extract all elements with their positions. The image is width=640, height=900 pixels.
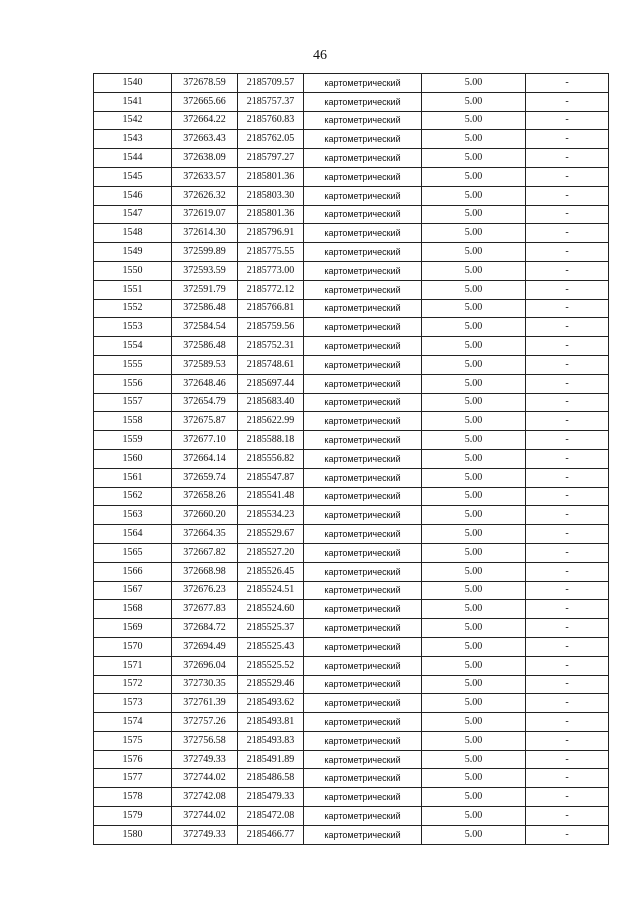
accuracy-cell: 5.00: [422, 506, 526, 525]
point-number-cell: 1566: [94, 562, 172, 581]
note-cell: -: [526, 205, 609, 224]
accuracy-cell: 5.00: [422, 694, 526, 713]
x-coordinate-cell: 372675.87: [172, 412, 238, 431]
point-number-cell: 1554: [94, 337, 172, 356]
method-cell: картометрический: [304, 149, 422, 168]
table-row: [94, 374, 609, 393]
method-cell: картометрический: [304, 431, 422, 450]
y-coordinate-cell: 2185801.36: [238, 167, 304, 186]
x-coordinate-cell: 372586.48: [172, 337, 238, 356]
note-cell: -: [526, 186, 609, 205]
accuracy-cell: 5.00: [422, 449, 526, 468]
note-cell: -: [526, 374, 609, 393]
table-row: [94, 581, 609, 600]
x-coordinate-cell: 372668.98: [172, 562, 238, 581]
note-cell: -: [526, 600, 609, 619]
method-cell: картометрический: [304, 355, 422, 374]
accuracy-cell: 5.00: [422, 186, 526, 205]
method-cell: картометрический: [304, 74, 422, 93]
table-row: [94, 525, 609, 544]
accuracy-cell: 5.00: [422, 205, 526, 224]
x-coordinate-cell: 372626.32: [172, 186, 238, 205]
method-cell: картометрический: [304, 694, 422, 713]
x-coordinate-cell: 372664.14: [172, 449, 238, 468]
point-number-cell: 1558: [94, 412, 172, 431]
x-coordinate-cell: 372667.82: [172, 543, 238, 562]
note-cell: -: [526, 562, 609, 581]
x-coordinate-cell: 372684.72: [172, 619, 238, 638]
method-cell: картометрический: [304, 130, 422, 149]
y-coordinate-cell: 2185588.18: [238, 431, 304, 450]
point-number-cell: 1563: [94, 506, 172, 525]
method-cell: картометрический: [304, 393, 422, 412]
y-coordinate-cell: 2185803.30: [238, 186, 304, 205]
table-row: [94, 731, 609, 750]
note-cell: -: [526, 449, 609, 468]
point-number-cell: 1547: [94, 205, 172, 224]
accuracy-cell: 5.00: [422, 525, 526, 544]
table-row: [94, 92, 609, 111]
method-cell: картометрический: [304, 318, 422, 337]
y-coordinate-cell: 2185759.56: [238, 318, 304, 337]
y-coordinate-cell: 2185796.91: [238, 224, 304, 243]
x-coordinate-cell: 372677.83: [172, 600, 238, 619]
y-coordinate-cell: 2185775.55: [238, 243, 304, 262]
table-row: [94, 675, 609, 694]
accuracy-cell: 5.00: [422, 261, 526, 280]
method-cell: картометрический: [304, 562, 422, 581]
point-number-cell: 1573: [94, 694, 172, 713]
accuracy-cell: 5.00: [422, 713, 526, 732]
x-coordinate-cell: 372678.59: [172, 74, 238, 93]
x-coordinate-cell: 372659.74: [172, 468, 238, 487]
note-cell: -: [526, 637, 609, 656]
x-coordinate-cell: 372757.26: [172, 713, 238, 732]
table-row: [94, 750, 609, 769]
point-number-cell: 1543: [94, 130, 172, 149]
method-cell: картометрический: [304, 713, 422, 732]
method-cell: картометрический: [304, 807, 422, 826]
y-coordinate-cell: 2185526.45: [238, 562, 304, 581]
accuracy-cell: 5.00: [422, 619, 526, 638]
coordinates-table-body: [94, 74, 609, 845]
accuracy-cell: 5.00: [422, 468, 526, 487]
table-row: [94, 243, 609, 262]
x-coordinate-cell: 372663.43: [172, 130, 238, 149]
accuracy-cell: 5.00: [422, 149, 526, 168]
point-number-cell: 1546: [94, 186, 172, 205]
y-coordinate-cell: 2185772.12: [238, 280, 304, 299]
y-coordinate-cell: 2185493.81: [238, 713, 304, 732]
y-coordinate-cell: 2185556.82: [238, 449, 304, 468]
accuracy-cell: 5.00: [422, 299, 526, 318]
point-number-cell: 1550: [94, 261, 172, 280]
note-cell: -: [526, 149, 609, 168]
table-row: [94, 506, 609, 525]
note-cell: -: [526, 92, 609, 111]
note-cell: -: [526, 769, 609, 788]
y-coordinate-cell: 2185801.36: [238, 205, 304, 224]
note-cell: -: [526, 318, 609, 337]
y-coordinate-cell: 2185683.40: [238, 393, 304, 412]
point-number-cell: 1575: [94, 731, 172, 750]
y-coordinate-cell: 2185524.51: [238, 581, 304, 600]
table-row: [94, 562, 609, 581]
note-cell: -: [526, 337, 609, 356]
method-cell: картометрический: [304, 656, 422, 675]
x-coordinate-cell: 372730.35: [172, 675, 238, 694]
x-coordinate-cell: 372633.57: [172, 167, 238, 186]
x-coordinate-cell: 372586.48: [172, 299, 238, 318]
y-coordinate-cell: 2185529.67: [238, 525, 304, 544]
accuracy-cell: 5.00: [422, 393, 526, 412]
note-cell: -: [526, 412, 609, 431]
table-row: [94, 543, 609, 562]
y-coordinate-cell: 2185486.58: [238, 769, 304, 788]
point-number-cell: 1562: [94, 487, 172, 506]
point-number-cell: 1557: [94, 393, 172, 412]
accuracy-cell: 5.00: [422, 637, 526, 656]
table-row: [94, 694, 609, 713]
x-coordinate-cell: 372593.59: [172, 261, 238, 280]
accuracy-cell: 5.00: [422, 600, 526, 619]
note-cell: -: [526, 656, 609, 675]
point-number-cell: 1556: [94, 374, 172, 393]
table-row: [94, 788, 609, 807]
x-coordinate-cell: 372761.39: [172, 694, 238, 713]
point-number-cell: 1542: [94, 111, 172, 130]
y-coordinate-cell: 2185479.33: [238, 788, 304, 807]
point-number-cell: 1561: [94, 468, 172, 487]
note-cell: -: [526, 581, 609, 600]
point-number-cell: 1549: [94, 243, 172, 262]
table-row: [94, 637, 609, 656]
method-cell: картометрический: [304, 299, 422, 318]
table-row: [94, 74, 609, 93]
x-coordinate-cell: 372584.54: [172, 318, 238, 337]
y-coordinate-cell: 2185534.23: [238, 506, 304, 525]
method-cell: картометрический: [304, 186, 422, 205]
note-cell: -: [526, 393, 609, 412]
accuracy-cell: 5.00: [422, 769, 526, 788]
y-coordinate-cell: 2185524.60: [238, 600, 304, 619]
note-cell: -: [526, 130, 609, 149]
x-coordinate-cell: 372591.79: [172, 280, 238, 299]
method-cell: картометрический: [304, 731, 422, 750]
note-cell: -: [526, 299, 609, 318]
accuracy-cell: 5.00: [422, 167, 526, 186]
method-cell: картометрический: [304, 675, 422, 694]
y-coordinate-cell: 2185797.27: [238, 149, 304, 168]
point-number-cell: 1567: [94, 581, 172, 600]
y-coordinate-cell: 2185622.99: [238, 412, 304, 431]
accuracy-cell: 5.00: [422, 750, 526, 769]
note-cell: -: [526, 713, 609, 732]
point-number-cell: 1540: [94, 74, 172, 93]
accuracy-cell: 5.00: [422, 280, 526, 299]
point-number-cell: 1551: [94, 280, 172, 299]
y-coordinate-cell: 2185752.31: [238, 337, 304, 356]
note-cell: -: [526, 525, 609, 544]
note-cell: -: [526, 675, 609, 694]
method-cell: картометрический: [304, 280, 422, 299]
note-cell: -: [526, 224, 609, 243]
x-coordinate-cell: 372744.02: [172, 807, 238, 826]
y-coordinate-cell: 2185547.87: [238, 468, 304, 487]
point-number-cell: 1569: [94, 619, 172, 638]
x-coordinate-cell: 372660.20: [172, 506, 238, 525]
accuracy-cell: 5.00: [422, 675, 526, 694]
table-row: [94, 412, 609, 431]
accuracy-cell: 5.00: [422, 243, 526, 262]
note-cell: -: [526, 825, 609, 844]
point-number-cell: 1555: [94, 355, 172, 374]
method-cell: картометрический: [304, 581, 422, 600]
note-cell: -: [526, 543, 609, 562]
table-row: [94, 713, 609, 732]
x-coordinate-cell: 372696.04: [172, 656, 238, 675]
point-number-cell: 1544: [94, 149, 172, 168]
note-cell: -: [526, 111, 609, 130]
accuracy-cell: 5.00: [422, 562, 526, 581]
method-cell: картометрический: [304, 788, 422, 807]
y-coordinate-cell: 2185748.61: [238, 355, 304, 374]
note-cell: -: [526, 487, 609, 506]
table-row: [94, 600, 609, 619]
y-coordinate-cell: 2185525.52: [238, 656, 304, 675]
note-cell: -: [526, 788, 609, 807]
point-number-cell: 1564: [94, 525, 172, 544]
point-number-cell: 1545: [94, 167, 172, 186]
y-coordinate-cell: 2185762.05: [238, 130, 304, 149]
point-number-cell: 1578: [94, 788, 172, 807]
method-cell: картометрический: [304, 468, 422, 487]
method-cell: картометрический: [304, 600, 422, 619]
note-cell: -: [526, 694, 609, 713]
x-coordinate-cell: 372749.33: [172, 825, 238, 844]
x-coordinate-cell: 372619.07: [172, 205, 238, 224]
method-cell: картометрический: [304, 111, 422, 130]
note-cell: -: [526, 619, 609, 638]
x-coordinate-cell: 372589.53: [172, 355, 238, 374]
accuracy-cell: 5.00: [422, 318, 526, 337]
table-row: [94, 769, 609, 788]
table-row: [94, 186, 609, 205]
y-coordinate-cell: 2185757.37: [238, 92, 304, 111]
table-row: [94, 261, 609, 280]
point-number-cell: 1548: [94, 224, 172, 243]
table-row: [94, 393, 609, 412]
accuracy-cell: 5.00: [422, 374, 526, 393]
note-cell: -: [526, 807, 609, 826]
method-cell: картометрический: [304, 167, 422, 186]
table-row: [94, 468, 609, 487]
table-row: [94, 130, 609, 149]
x-coordinate-cell: 372742.08: [172, 788, 238, 807]
accuracy-cell: 5.00: [422, 412, 526, 431]
point-number-cell: 1572: [94, 675, 172, 694]
point-number-cell: 1560: [94, 449, 172, 468]
x-coordinate-cell: 372665.66: [172, 92, 238, 111]
accuracy-cell: 5.00: [422, 656, 526, 675]
method-cell: картометрический: [304, 224, 422, 243]
method-cell: картометрический: [304, 374, 422, 393]
method-cell: картометрический: [304, 825, 422, 844]
point-number-cell: 1552: [94, 299, 172, 318]
point-number-cell: 1580: [94, 825, 172, 844]
accuracy-cell: 5.00: [422, 355, 526, 374]
table-row: [94, 299, 609, 318]
method-cell: картометрический: [304, 750, 422, 769]
table-row: [94, 656, 609, 675]
x-coordinate-cell: 372676.23: [172, 581, 238, 600]
accuracy-cell: 5.00: [422, 543, 526, 562]
note-cell: -: [526, 74, 609, 93]
x-coordinate-cell: 372694.49: [172, 637, 238, 656]
accuracy-cell: 5.00: [422, 337, 526, 356]
point-number-cell: 1541: [94, 92, 172, 111]
point-number-cell: 1576: [94, 750, 172, 769]
x-coordinate-cell: 372756.58: [172, 731, 238, 750]
y-coordinate-cell: 2185760.83: [238, 111, 304, 130]
table-row: [94, 431, 609, 450]
method-cell: картометрический: [304, 205, 422, 224]
y-coordinate-cell: 2185525.37: [238, 619, 304, 638]
point-number-cell: 1568: [94, 600, 172, 619]
accuracy-cell: 5.00: [422, 74, 526, 93]
method-cell: картометрический: [304, 506, 422, 525]
y-coordinate-cell: 2185472.08: [238, 807, 304, 826]
note-cell: -: [526, 167, 609, 186]
table-row: [94, 449, 609, 468]
table-row: [94, 355, 609, 374]
accuracy-cell: 5.00: [422, 130, 526, 149]
note-cell: -: [526, 431, 609, 450]
table-row: [94, 487, 609, 506]
method-cell: картометрический: [304, 337, 422, 356]
x-coordinate-cell: 372664.35: [172, 525, 238, 544]
note-cell: -: [526, 243, 609, 262]
y-coordinate-cell: 2185491.89: [238, 750, 304, 769]
point-number-cell: 1565: [94, 543, 172, 562]
note-cell: -: [526, 731, 609, 750]
method-cell: картометрический: [304, 637, 422, 656]
point-number-cell: 1579: [94, 807, 172, 826]
method-cell: картометрический: [304, 243, 422, 262]
y-coordinate-cell: 2185766.81: [238, 299, 304, 318]
table-row: [94, 825, 609, 844]
accuracy-cell: 5.00: [422, 807, 526, 826]
table-row: [94, 807, 609, 826]
page-number: 46: [313, 48, 327, 63]
y-coordinate-cell: 2185466.77: [238, 825, 304, 844]
y-coordinate-cell: 2185709.57: [238, 74, 304, 93]
point-number-cell: 1574: [94, 713, 172, 732]
note-cell: -: [526, 261, 609, 280]
method-cell: картометрический: [304, 769, 422, 788]
x-coordinate-cell: 372744.02: [172, 769, 238, 788]
table-row: [94, 280, 609, 299]
x-coordinate-cell: 372677.10: [172, 431, 238, 450]
accuracy-cell: 5.00: [422, 825, 526, 844]
coordinates-table: [93, 73, 609, 845]
table-row: [94, 149, 609, 168]
accuracy-cell: 5.00: [422, 431, 526, 450]
y-coordinate-cell: 2185541.48: [238, 487, 304, 506]
table-row: [94, 619, 609, 638]
x-coordinate-cell: 372614.30: [172, 224, 238, 243]
x-coordinate-cell: 372658.26: [172, 487, 238, 506]
table-row: [94, 167, 609, 186]
x-coordinate-cell: 372664.22: [172, 111, 238, 130]
x-coordinate-cell: 372638.09: [172, 149, 238, 168]
method-cell: картометрический: [304, 412, 422, 431]
y-coordinate-cell: 2185527.20: [238, 543, 304, 562]
method-cell: картометрический: [304, 261, 422, 280]
table-row: [94, 205, 609, 224]
table-row: [94, 337, 609, 356]
accuracy-cell: 5.00: [422, 224, 526, 243]
method-cell: картометрический: [304, 619, 422, 638]
point-number-cell: 1559: [94, 431, 172, 450]
y-coordinate-cell: 2185525.43: [238, 637, 304, 656]
method-cell: картометрический: [304, 449, 422, 468]
method-cell: картометрический: [304, 92, 422, 111]
note-cell: -: [526, 280, 609, 299]
x-coordinate-cell: 372648.46: [172, 374, 238, 393]
point-number-cell: 1571: [94, 656, 172, 675]
table-row: [94, 318, 609, 337]
table-row: [94, 111, 609, 130]
x-coordinate-cell: 372654.79: [172, 393, 238, 412]
x-coordinate-cell: 372749.33: [172, 750, 238, 769]
method-cell: картометрический: [304, 525, 422, 544]
y-coordinate-cell: 2185773.00: [238, 261, 304, 280]
accuracy-cell: 5.00: [422, 731, 526, 750]
point-number-cell: 1570: [94, 637, 172, 656]
x-coordinate-cell: 372599.89: [172, 243, 238, 262]
note-cell: -: [526, 468, 609, 487]
y-coordinate-cell: 2185493.62: [238, 694, 304, 713]
point-number-cell: 1577: [94, 769, 172, 788]
accuracy-cell: 5.00: [422, 111, 526, 130]
note-cell: -: [526, 750, 609, 769]
y-coordinate-cell: 2185529.46: [238, 675, 304, 694]
note-cell: -: [526, 506, 609, 525]
y-coordinate-cell: 2185493.83: [238, 731, 304, 750]
note-cell: -: [526, 355, 609, 374]
accuracy-cell: 5.00: [422, 92, 526, 111]
accuracy-cell: 5.00: [422, 788, 526, 807]
table-row: [94, 224, 609, 243]
y-coordinate-cell: 2185697.44: [238, 374, 304, 393]
accuracy-cell: 5.00: [422, 581, 526, 600]
method-cell: картометрический: [304, 487, 422, 506]
method-cell: картометрический: [304, 543, 422, 562]
point-number-cell: 1553: [94, 318, 172, 337]
accuracy-cell: 5.00: [422, 487, 526, 506]
